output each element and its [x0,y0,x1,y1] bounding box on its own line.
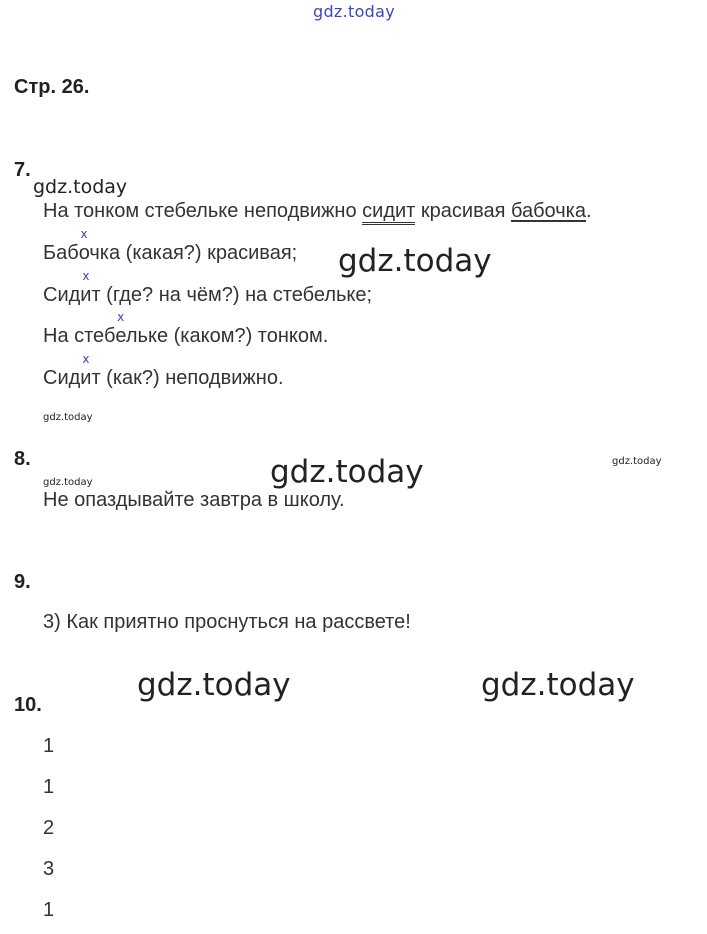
answer-item: 1 [43,776,55,798]
predicate-word: сидит [362,200,415,225]
watermark: gdz.today [270,454,424,490]
line-text: На стеб [43,325,116,347]
stress-marked-letter: x е [115,325,125,347]
exercise-number-9: 9. [14,571,31,593]
exercise-7-line [43,284,372,307]
exercise-number-8: 8. [14,448,31,470]
line-text: льке (каком?) тонком. [125,325,329,347]
line-text: т (где? на чём?) на стебельке; [91,284,373,306]
sentence-text: На тонком стебельке неподвижно [43,200,363,222]
exercise-9-text: 3) Как приятно проснуться на рассвете! [43,611,411,633]
exercise-7-line [43,242,297,265]
line-text: Сид [43,367,81,389]
stress-marked-letter: x о [79,242,90,264]
watermark: gdz.today [338,243,492,279]
answer-item: 3 [43,858,55,880]
line-text: Сид [43,284,81,306]
answer-item: 2 [43,817,55,839]
line-text: чка (какая?) красивая; [89,242,298,264]
answer-item: 1 [43,899,55,921]
line-text: Баб [43,242,79,264]
watermark: gdz.today [33,176,128,198]
exercise-number-7: 7. [14,159,31,181]
watermark: gdz.today [43,412,93,423]
exercise-7-sentence [43,200,592,223]
exercise-number-10: 10. [14,694,42,716]
stress-marked-letter: x и [80,367,91,389]
watermark-top: gdz.today [313,2,395,21]
watermark: gdz.today [612,456,662,467]
exercise-7-line [43,325,328,348]
sentence-text: красивая [415,200,511,222]
answer-item: 1 [43,735,55,757]
exercise-8-text: Не опаздывайте завтра в школу. [43,489,345,511]
page-title: Стр. 26. [14,76,90,98]
watermark: gdz.today [137,667,291,703]
line-text: т (как?) неподвижно. [91,367,284,389]
subject-word: бабочка [510,200,586,222]
watermark: gdz.today [43,477,93,488]
sentence-end: . [585,200,592,222]
watermark: gdz.today [481,667,635,703]
stress-marked-letter: x и [80,284,91,306]
exercise-7-line [43,367,284,390]
